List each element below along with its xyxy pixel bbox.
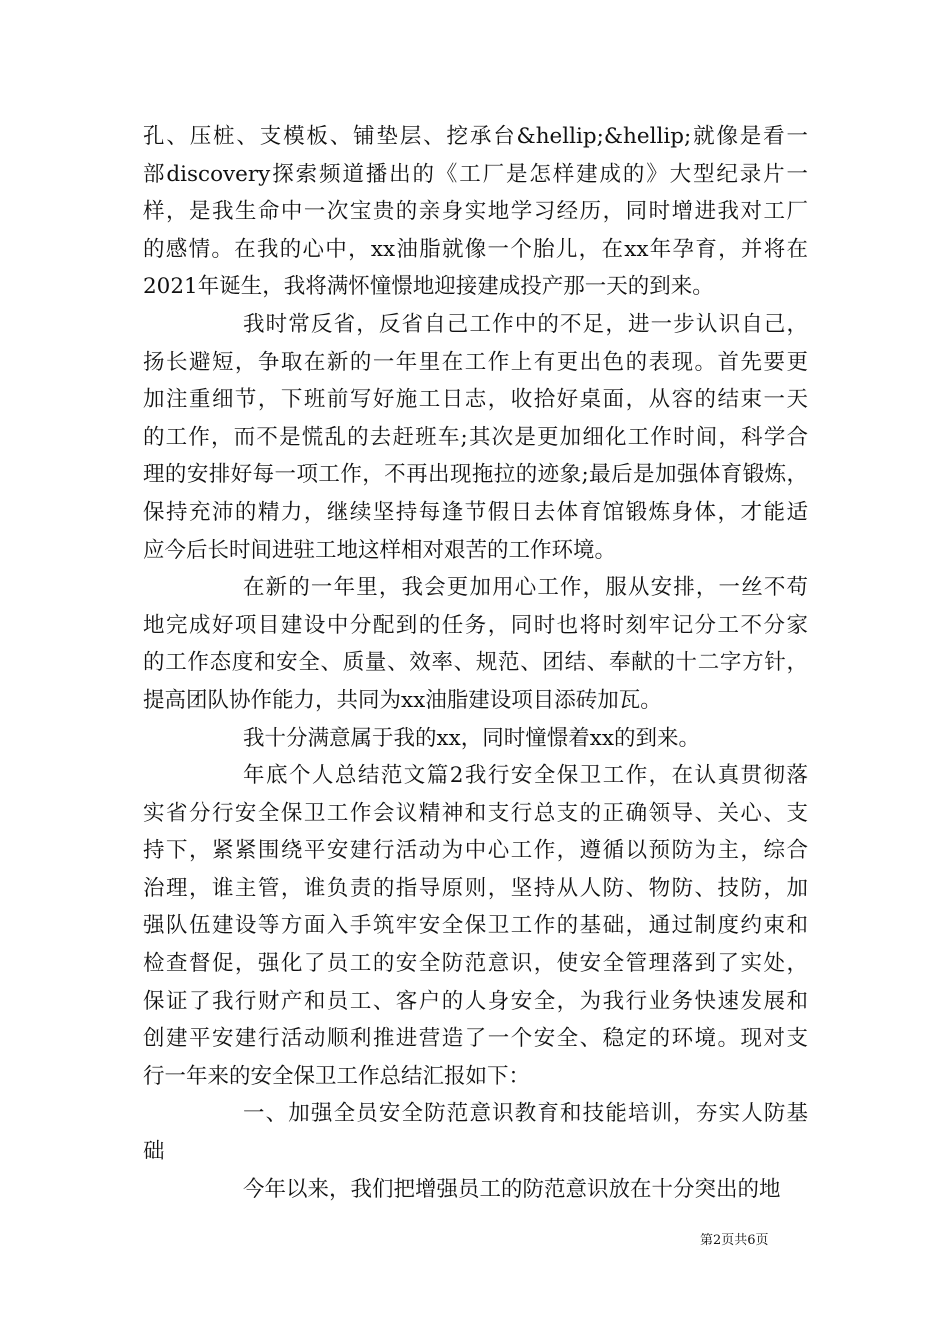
paragraph	[143, 720, 808, 758]
text-line: 强队伍建设等方面入手筑牢安全保卫工作的基础，通过制度约束和	[143, 913, 808, 939]
text-line: 应今后长时间进驻工地这样相对艰苦的工作环境。	[143, 537, 617, 563]
page-footer: 第2页共6页	[700, 1233, 769, 1248]
text-line: 加注重细节，下班前写好施工日志，收拾好桌面，从容的结束一天	[143, 387, 808, 413]
text-line: 的工作态度和安全、质量、效率、规范、团结、奉献的十二字方针，	[143, 650, 808, 676]
text-line: 保证了我行财产和员工、客户的人身安全，为我行业务快速发展和	[143, 988, 808, 1014]
paragraph	[143, 1171, 808, 1209]
text-line: 我时常反省，反省自己工作中的不足，进一步认识自己，	[243, 311, 808, 337]
text-line: 扬长避短，争取在新的一年里在工作上有更出色的表现。首先要更	[143, 349, 808, 375]
text-line: 的感情。在我的心中，xx油脂就像一个胎儿，在xx年孕育，并将在	[143, 236, 808, 262]
text-line: 持下，紧紧围绕平安建行活动为中心工作，遵循以预防为主，综合	[143, 838, 808, 864]
text-line: 今年以来，我们把增强员工的防范意识放在十分突出的地	[243, 1176, 781, 1202]
text-line: 理的安排好每一项工作，不再出现拖拉的迹象;最后是加强体育锻炼，	[143, 462, 808, 488]
text-line: 样，是我生命中一次宝贵的亲身实地学习经历，同时增进我对工厂	[143, 199, 808, 225]
text-line: 我十分满意属于我的xx，同时憧憬着xx的到来。	[243, 725, 701, 751]
text-line: 年底个人总结范文篇2我行安全保卫工作，在认真贯彻落	[243, 763, 808, 789]
document-body	[143, 118, 808, 1208]
text-line: 行一年来的安全保卫工作总结汇报如下：	[143, 1063, 531, 1089]
text-line: 2021年诞生，我将满怀憧憬地迎接建成投产那一天的到来。	[143, 274, 714, 300]
paragraph	[143, 1095, 808, 1170]
paragraph	[143, 118, 808, 306]
text-line: 提高团队协作能力，共同为xx油脂建设项目添砖加瓦。	[143, 687, 662, 713]
text-line: 创建平安建行活动顺利推进营造了一个安全、稳定的环境。现对支	[143, 1026, 808, 1052]
text-line: 的工作，而不是慌乱的去赶班车;其次是更加细化工作时间，科学合	[143, 424, 808, 450]
paragraph	[143, 757, 808, 1095]
text-line: 治理，谁主管，谁负责的指导原则，坚持从人防、物防、技防，加	[143, 875, 808, 901]
text-line: 孔、压桩、支模板、铺垫层、挖承台&hellip;&hellip;就像是看一	[143, 124, 808, 149]
text-line: 础	[143, 1139, 165, 1165]
text-line: 部discovery探索频道播出的《工厂是怎样建成的》大型纪录片一	[143, 161, 808, 187]
paragraph	[143, 306, 808, 569]
text-line: 在新的一年里，我会更加用心工作，服从安排，一丝不苟	[243, 575, 808, 601]
text-line: 检查督促，强化了员工的安全防范意识，使安全管理落到了实处，	[143, 951, 808, 977]
text-line: 一、加强全员安全防范意识教育和技能培训，夯实人防基	[243, 1101, 808, 1127]
text-line: 保持充沛的精力，继续坚持每逢节假日去体育馆锻炼身体，才能适	[143, 499, 808, 525]
text-line: 实省分行安全保卫工作会议精神和支行总支的正确领导、关心、支	[143, 800, 808, 826]
text-line: 地完成好项目建设中分配到的任务，同时也将时刻牢记分工不分家	[143, 612, 808, 638]
paragraph	[143, 569, 808, 719]
